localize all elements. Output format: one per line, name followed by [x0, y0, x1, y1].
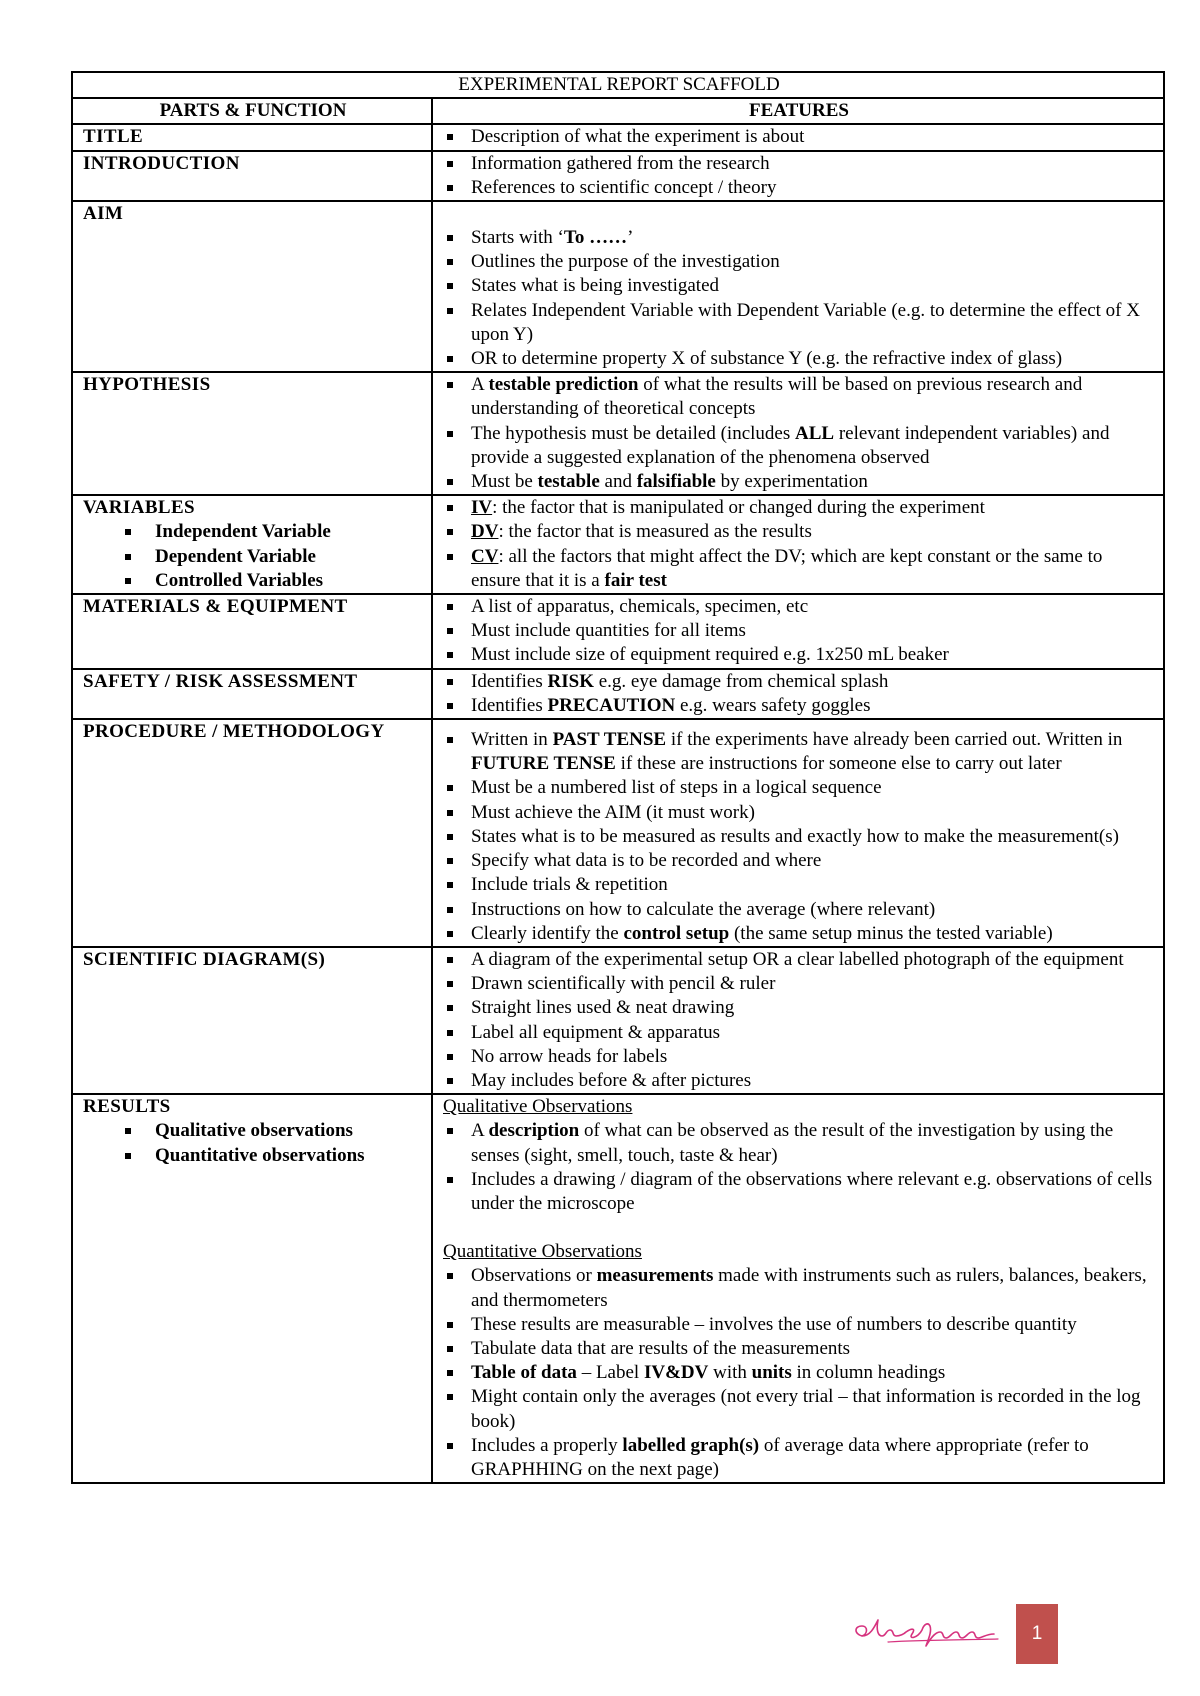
feature-text: Outlines the purpose of the investigation: [471, 251, 780, 273]
signature-stroke: [856, 1620, 994, 1646]
feature-item: [443, 176, 1155, 200]
part-cell: [72, 594, 432, 669]
feature-item: [443, 299, 1155, 347]
table-row: [72, 669, 1164, 719]
feature-text: in column headings: [791, 1362, 946, 1384]
feature-text: Observations or: [471, 1265, 597, 1287]
feature-list: [443, 125, 1155, 149]
feature-text: Might contain only the averages (not every trial – that information is recorded in the log book): [471, 1386, 1141, 1432]
feature-list: [443, 1119, 1155, 1216]
feature-text: Instructions on how to calculate the average (where relevant): [471, 898, 936, 920]
part-cell: [72, 151, 432, 201]
features-cell: [432, 947, 1164, 1094]
feature-text: Includes a properly: [471, 1434, 623, 1456]
table-row: [72, 201, 1164, 372]
table-row: [72, 719, 1164, 947]
signature-image: [848, 1606, 1008, 1650]
part-cell: [72, 124, 432, 150]
feature-item: [443, 373, 1155, 421]
part-cell: [72, 719, 432, 947]
feature-text: by experimentation: [715, 471, 868, 493]
table-row: [72, 151, 1164, 201]
part-name: INTRODUCTION: [83, 152, 240, 174]
feature-text: Include trials & repetition: [471, 874, 668, 896]
feature-text: (the same setup minus the tested variable): [729, 922, 1053, 944]
feature-text: : the factor that is measured as the results: [498, 521, 812, 543]
feature-text: Table of data: [471, 1362, 577, 1384]
parts-header: PARTS & FUNCTION: [72, 98, 432, 124]
spacer: [443, 202, 1155, 226]
feature-item: [443, 250, 1155, 274]
page-number-badge: [1016, 1604, 1058, 1664]
feature-item: [443, 670, 1155, 694]
feature-text: Information gathered from the research: [471, 152, 770, 174]
feature-text: description: [488, 1120, 580, 1142]
features-cell: [432, 124, 1164, 150]
table-row: [72, 594, 1164, 669]
feature-item: [443, 643, 1155, 667]
page-number: 1: [1031, 1623, 1043, 1644]
feature-item: [443, 1119, 1155, 1167]
feature-text: relevant independent variables) and provide a suggested explanation of the phenomena observed: [471, 422, 1110, 468]
feature-text: of what the results will be based on previous research and understanding of theoretical concepts: [471, 374, 1083, 420]
feature-text: of what can be observed as the result of the investigation by using the senses (sight, smell, touch, taste & hear): [471, 1120, 1114, 1166]
feature-item: [443, 619, 1155, 643]
part-subitem: Quantitative observations: [123, 1144, 423, 1168]
spacer: [443, 1216, 1155, 1240]
feature-text: Tabulate data that are results of the measurements: [471, 1337, 851, 1359]
feature-text: To ……: [563, 227, 628, 249]
feature-text: Identifies: [471, 694, 548, 716]
part-cell: [72, 372, 432, 495]
feature-text: These results are measurable – involves the use of numbers to describe quantity: [471, 1313, 1077, 1335]
feature-item: [443, 1264, 1155, 1312]
feature-item: [443, 948, 1155, 972]
part-name: SAFETY / RISK ASSESSMENT: [83, 670, 358, 692]
features-cell: [432, 151, 1164, 201]
part-cell: [72, 669, 432, 719]
feature-text: No arrow heads for labels: [471, 1045, 668, 1067]
part-name: RESULTS: [83, 1096, 171, 1118]
table-body: [72, 124, 1164, 1483]
part-name: VARIABLES: [83, 497, 196, 519]
feature-item: [443, 1021, 1155, 1045]
features-cell: [432, 594, 1164, 669]
feature-text: Must achieve the AIM (it must work): [471, 801, 755, 823]
feature-text: Must include size of equipment required e.g. 1x250 mL beaker: [471, 644, 949, 666]
features-cell: [432, 201, 1164, 372]
feature-text: Description of what the experiment is about: [471, 126, 805, 148]
features-cell: [432, 669, 1164, 719]
features-cell: [432, 372, 1164, 495]
feature-text: A list of apparatus, chemicals, specimen, etc: [471, 596, 809, 618]
feature-item: [443, 776, 1155, 800]
feature-text: of average data where appropriate (refer to GRAPHHING on the next page): [471, 1434, 1089, 1480]
feature-item: [443, 801, 1155, 825]
features-header: FEATURES: [432, 98, 1164, 124]
feature-item: [443, 922, 1155, 946]
feature-item: [443, 1385, 1155, 1433]
feature-text: : the factor that is manipulated or changed during the experiment: [492, 497, 985, 519]
part-name: MATERIALS & EQUIPMENT: [83, 596, 348, 618]
part-subitems: [83, 1119, 423, 1167]
feature-item: [443, 898, 1155, 922]
feature-text: Straight lines used & neat drawing: [471, 997, 735, 1019]
feature-text: Starts with ‘: [471, 227, 564, 249]
features-cell: [432, 1094, 1164, 1483]
feature-text: May includes before & after pictures: [471, 1069, 752, 1091]
feature-text: States what is to be measured as results and exactly how to make the measurement(s): [471, 825, 1119, 847]
part-name: PROCEDURE / METHODOLOGY: [83, 721, 385, 743]
feature-text: Identifies: [471, 670, 548, 692]
part-name: TITLE: [83, 126, 144, 148]
feature-text: testable: [537, 471, 600, 493]
feature-item: [443, 152, 1155, 176]
part-subitem: Dependent Variable: [123, 545, 423, 569]
feature-item: [443, 972, 1155, 996]
table-row: [72, 495, 1164, 594]
feature-text: labelled graph(s): [622, 1434, 760, 1456]
feature-item: [443, 825, 1155, 849]
feature-text: Clearly identify the: [471, 922, 624, 944]
feature-text: CV: [471, 545, 499, 567]
feature-item: [443, 1045, 1155, 1069]
feature-text: e.g. eye damage from chemical splash: [593, 670, 889, 692]
part-name: HYPOTHESIS: [83, 374, 211, 396]
table-row: [72, 947, 1164, 1094]
feature-list: [443, 373, 1155, 494]
document-title: EXPERIMENTAL REPORT SCAFFOLD: [72, 72, 1164, 98]
feature-text: States what is being investigated: [471, 275, 720, 297]
feature-item: [443, 595, 1155, 619]
feature-item: [443, 996, 1155, 1020]
feature-item: [443, 1313, 1155, 1337]
feature-text: with: [708, 1362, 752, 1384]
feature-item: [443, 545, 1155, 593]
feature-text: testable prediction: [488, 374, 639, 396]
feature-text: if the experiments have already been carried out. Written in: [666, 729, 1123, 751]
feature-item: [443, 125, 1155, 149]
part-cell: [72, 201, 432, 372]
feature-text: A: [471, 1120, 489, 1142]
feature-text: FUTURE TENSE: [471, 753, 616, 775]
feature-list: [443, 728, 1155, 946]
feature-text: and: [599, 471, 637, 493]
feature-text: Label all equipment & apparatus: [471, 1021, 721, 1043]
feature-item: [443, 1361, 1155, 1385]
feature-item: [443, 1337, 1155, 1361]
feature-text: units: [751, 1362, 792, 1384]
feature-text: : all the factors that might affect the DV; which are kept constant or the same to ensure that it is a: [471, 545, 1103, 591]
part-subitem: Controlled Variables: [123, 569, 423, 593]
feature-text: ’: [627, 227, 634, 249]
feature-text: A: [471, 374, 489, 396]
table-row: [72, 372, 1164, 495]
feature-item: [443, 1069, 1155, 1093]
feature-text: Specify what data is to be recorded and where: [471, 850, 822, 872]
feature-item: [443, 694, 1155, 718]
feature-item: [443, 226, 1155, 250]
feature-text: – Label: [576, 1362, 644, 1384]
feature-text: fair test: [604, 569, 667, 591]
feature-text: measurements: [596, 1265, 714, 1287]
feature-list: [443, 670, 1155, 718]
feature-text: if these are instructions for someone else to carry out later: [615, 753, 1062, 775]
feature-text: falsifiable: [636, 471, 716, 493]
feature-item: [443, 347, 1155, 371]
feature-text: Must be: [471, 471, 538, 493]
part-cell: [72, 1094, 432, 1483]
feature-text: PRECAUTION: [547, 694, 676, 716]
feature-item: [443, 496, 1155, 520]
feature-text: IV: [471, 497, 493, 519]
scaffold-table: [71, 71, 1165, 1484]
feature-text: OR to determine property X of substance Y (e.g. the refractive index of glass): [471, 348, 1063, 370]
feature-text: Relates Independent Variable with Dependent Variable (e.g. to determine the effect of X upon Y): [471, 299, 1140, 345]
part-name: AIM: [83, 203, 124, 225]
feature-text: Drawn scientifically with pencil & ruler: [471, 973, 776, 995]
part-cell: [72, 495, 432, 594]
feature-text: Written in: [471, 729, 553, 751]
feature-text: RISK: [547, 670, 594, 692]
part-subitem: Qualitative observations: [123, 1119, 423, 1143]
feature-list: [443, 1264, 1155, 1482]
feature-item: [443, 422, 1155, 470]
feature-text: made with instruments such as rulers, balances, beakers, and thermometers: [471, 1265, 1147, 1311]
feature-text: PAST TENSE: [552, 729, 667, 751]
features-cell: [432, 719, 1164, 947]
feature-item: [443, 1434, 1155, 1482]
signature-underline: [888, 1639, 998, 1642]
part-subitem: Independent Variable: [123, 520, 423, 544]
part-subitems: [83, 520, 423, 593]
feature-text: Must include quantities for all items: [471, 620, 746, 642]
features-cell: [432, 495, 1164, 594]
table-row: [72, 124, 1164, 150]
part-cell: [72, 947, 432, 1094]
feature-text: Must be a numbered list of steps in a logical sequence: [471, 777, 882, 799]
feature-text: The hypothesis must be detailed (includes: [471, 422, 795, 444]
feature-text: control setup: [623, 922, 730, 944]
feature-text: A diagram of the experimental setup OR a clear labelled photograph of the equipment: [471, 948, 1124, 970]
feature-text: References to scientific concept / theory: [471, 176, 777, 198]
table-row: [72, 1094, 1164, 1483]
section-title: Quantitative Observations: [443, 1241, 642, 1263]
feature-text: DV: [471, 521, 499, 543]
feature-text: ALL: [794, 422, 835, 444]
feature-text: e.g. wears safety goggles: [675, 694, 871, 716]
feature-list: [443, 152, 1155, 200]
feature-item: [443, 1168, 1155, 1216]
feature-list: [443, 595, 1155, 668]
section-title: Qualitative Observations: [443, 1096, 633, 1118]
feature-item: [443, 274, 1155, 298]
feature-item: [443, 873, 1155, 897]
feature-text: IV&DV: [643, 1362, 709, 1384]
feature-list: [443, 948, 1155, 1093]
feature-list: [443, 496, 1155, 593]
part-name: SCIENTIFIC DIAGRAM(S): [83, 948, 326, 970]
feature-list: [443, 226, 1155, 371]
feature-item: [443, 520, 1155, 544]
feature-item: [443, 470, 1155, 494]
feature-item: [443, 849, 1155, 873]
feature-text: Includes a drawing / diagram of the observations where relevant e.g. observations of cells under the microscope: [471, 1168, 1153, 1214]
feature-item: [443, 728, 1155, 776]
